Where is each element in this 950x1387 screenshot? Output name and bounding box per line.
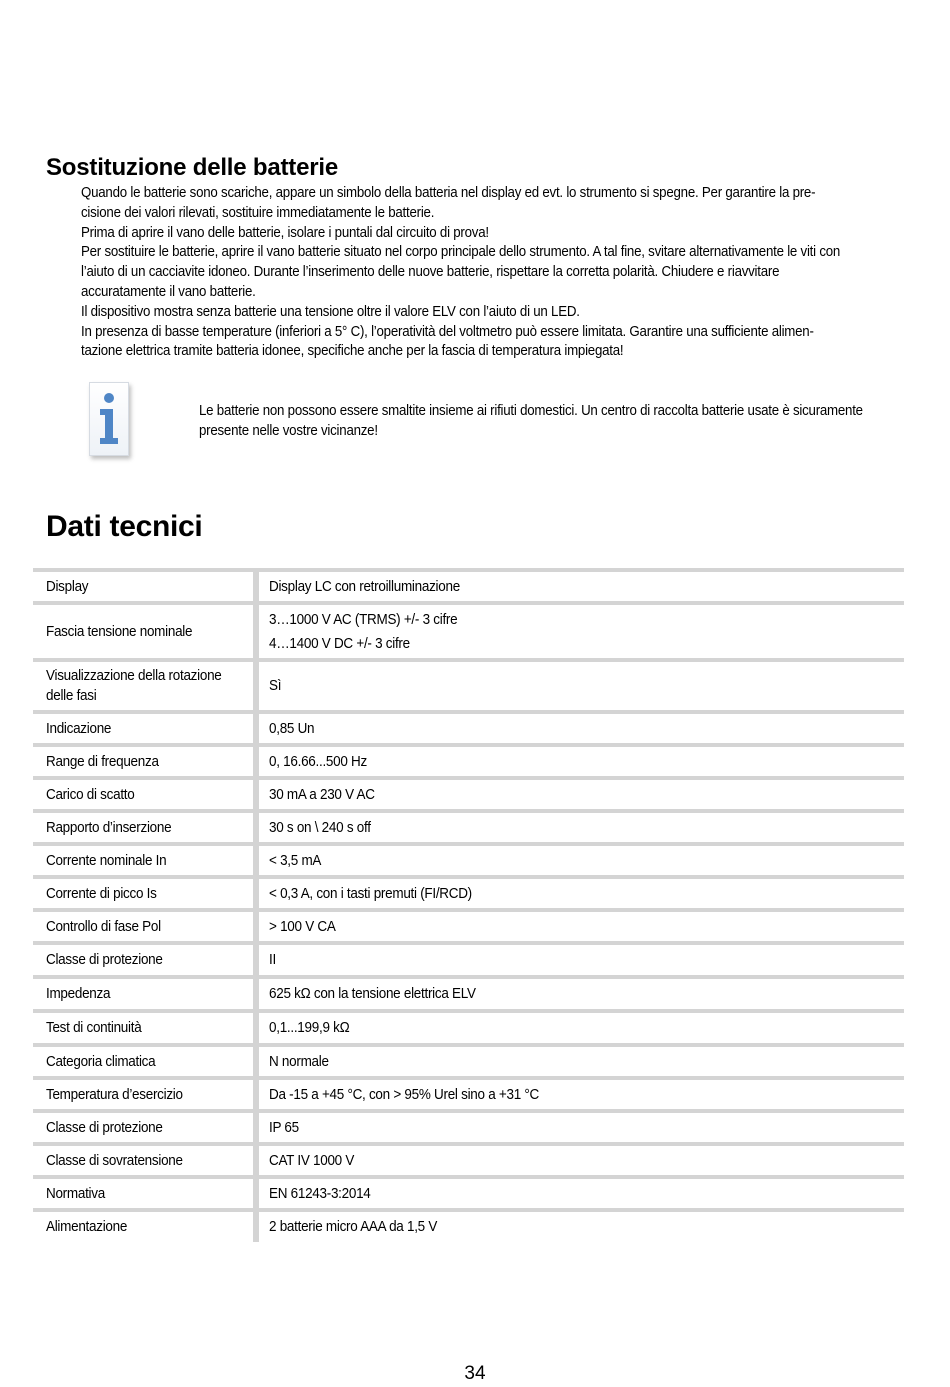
table-row (33, 846, 904, 879)
row-label: Display (46, 578, 89, 595)
row-label: Classe di sovratensione (46, 1152, 183, 1169)
row-label: Range di frequenza (46, 753, 159, 770)
table-row (33, 945, 904, 979)
row-value: 30 s on \ 240 s off (269, 819, 371, 836)
table-row (33, 568, 904, 605)
table-row (33, 1047, 904, 1080)
table-row (33, 1080, 904, 1113)
paragraph: In presenza di basse temperature (inferiori a 5° C), l’operatività del voltmetro può essere limitata. Garantire una sufficiente alimentazione elettrica tramite batteria idonee, specifiche anche per la fascia di temperatura impiegata! (81, 323, 814, 360)
paragraph: Quando le batterie sono scariche, appare un simbolo della batteria nel display ed evt. lo strumento si spegne. Per garantire la precisione dei valori rilevati, sostituire immediatamente le batterie. (81, 185, 816, 221)
row-label: Classe di protezione (46, 1119, 163, 1136)
info-icon (89, 382, 129, 456)
table-row (33, 879, 904, 912)
row-label: Normativa (46, 1185, 105, 1202)
disposal-note: Le batterie non possono essere smaltite insieme ai rifiuti domestici. Un centro di raccolta batterie usate è sicuramente presente nelle vostre vicinanze! (199, 403, 863, 439)
row-value: 0,85 Un (269, 720, 315, 737)
row-value: 0, 16.66...500 Hz (269, 753, 367, 770)
row-value: 30 mA a 230 V AC (269, 786, 375, 803)
row-label: Alimentazione (46, 1219, 128, 1235)
table-row (33, 1179, 904, 1212)
table-row (33, 1212, 904, 1242)
row-label: Carico di scatto (46, 786, 135, 803)
batteries-body (81, 184, 845, 362)
page-number: 34 (464, 1363, 486, 1384)
table-row (33, 605, 904, 662)
table-row (33, 714, 904, 747)
paragraph: Prima di aprire il vano delle batterie, isolare i puntali dal circuito di prova! (81, 224, 489, 241)
row-label: Visualizzazione della rotazione delle fasi (46, 668, 222, 704)
row-label: Corrente di picco Is (46, 885, 157, 902)
row-value: 3…1000 V AC (TRMS) +/- 3 cifre (269, 611, 458, 628)
section-title-batteries: Sostituzione delle batterie (46, 154, 338, 181)
row-value: Sì (269, 678, 282, 694)
row-value: EN 61243-3:2014 (269, 1185, 371, 1202)
row-label: Fascia tensione nominale (46, 623, 193, 640)
row-value: II (269, 952, 276, 968)
row-label: Classe di protezione (46, 952, 163, 968)
table-row (33, 979, 904, 1013)
row-value: < 0,3 A, con i tasti premuti (FI/RCD) (269, 885, 472, 902)
row-label: Temperatura d’esercizio (46, 1086, 183, 1103)
row-value: 0,1...199,9 kΩ (269, 1020, 350, 1036)
row-value: CAT IV 1000 V (269, 1152, 355, 1169)
table-row (33, 1146, 904, 1179)
row-value: < 3,5 mA (269, 852, 322, 869)
row-label: Corrente nominale In (46, 852, 167, 869)
row-label: Test di continuità (46, 1020, 142, 1036)
row-value: Da -15 a +45 °C, con > 95% Urel sino a +31 °C (269, 1086, 539, 1103)
table-row (33, 747, 904, 780)
row-value: 2 batterie micro AAA da 1,5 V (269, 1219, 438, 1235)
row-label: Impedenza (46, 986, 111, 1002)
row-label: Indicazione (46, 720, 112, 737)
paragraph: Il dispositivo mostra senza batterie una tensione oltre il valore ELV con l’aiuto di un LED. (81, 303, 580, 320)
row-label: Categoria climatica (46, 1053, 156, 1070)
row-value: N normale (269, 1053, 329, 1070)
row-value: Display LC con retroilluminazione (269, 578, 460, 595)
table-row (33, 1013, 904, 1047)
row-label: Controllo di fase Pol (46, 918, 161, 935)
paragraph: Per sostituire le batterie, aprire il vano batterie situato nel corpo principale dello strumento. A tal fine, svitare alternativamente le viti con l’aiuto di un cacciavite idoneo. Durante l’inserimento delle nuove batterie, rispettare la corretta polarità. Chiudere e riavvitare accuratamente il vano batterie. (81, 244, 841, 300)
row-value: IP 65 (269, 1119, 299, 1136)
row-value: 4…1400 V DC +/- 3 cifre (269, 635, 410, 652)
section-title-technical-data: Dati tecnici (46, 510, 203, 543)
table-row (33, 1113, 904, 1146)
row-value: 625 kΩ con la tensione elettrica ELV (269, 986, 476, 1002)
table-row (33, 780, 904, 813)
table-row (33, 662, 904, 714)
row-value: > 100 V CA (269, 918, 336, 935)
table-row (33, 912, 904, 945)
spec-table (33, 568, 904, 1242)
table-row (33, 813, 904, 846)
row-label: Rapporto d’inserzione (46, 819, 172, 836)
